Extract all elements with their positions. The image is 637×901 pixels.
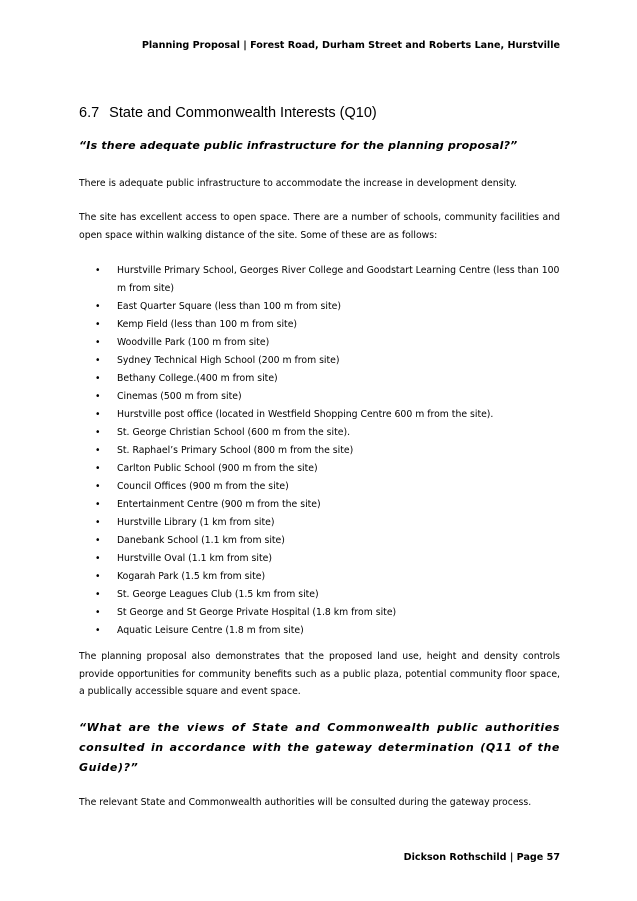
list-item: • Council Offices (900 m from the site): [79, 478, 560, 496]
list-item: • St George and St George Private Hospital (1.8 km from site): [79, 604, 560, 622]
section-title: State and Commonwealth Interests (Q10): [109, 105, 377, 121]
bullet-icon: •: [95, 265, 101, 276]
bullet-icon: •: [95, 426, 101, 438]
bullet-icon: •: [95, 570, 101, 582]
nearby-sites-list: [79, 262, 560, 640]
list-item: • Hurstville Oval (1.1 km from site): [79, 550, 560, 568]
bullet-icon: •: [95, 336, 101, 348]
list-item: • Hurstville Primary School, Georges River College and Goodstart Learning Centre (less than 100 m from site): [79, 262, 560, 297]
list-item: • Woodville Park (100 m from site): [79, 334, 560, 352]
list-item: • Cinemas (500 m from site): [79, 388, 560, 406]
bullet-icon: •: [95, 300, 101, 312]
bullet-icon: •: [95, 480, 101, 492]
bullet-icon: •: [95, 606, 101, 618]
question-infrastructure: “Is there adequate public infrastructure for the planning proposal?”: [79, 139, 518, 152]
page-footer: Dickson Rothschild | Page 57: [403, 852, 560, 863]
paragraph-infrastructure: There is adequate public infrastructure to accommodate the increase in development density.: [79, 178, 517, 189]
list-item: • Aquatic Leisure Centre (1.8 m from site): [79, 622, 560, 640]
list-item: • St. Raphael’s Primary School (800 m from the site): [79, 442, 560, 460]
bullet-icon: •: [95, 552, 101, 564]
bullet-icon: •: [95, 408, 101, 420]
list-item: • Hurstville Library (1 km from site): [79, 514, 560, 532]
bullet-icon: •: [95, 444, 101, 456]
bullet-icon: •: [95, 462, 101, 474]
list-item: • St. George Christian School (600 m from the site).: [79, 424, 560, 442]
section-number: 6.7: [79, 105, 100, 121]
list-item: • East Quarter Square (less than 100 m from site): [79, 298, 560, 316]
bullet-icon: •: [95, 516, 101, 528]
bullet-icon: •: [95, 372, 101, 384]
list-item: • St. George Leagues Club (1.5 km from site): [79, 586, 560, 604]
list-item: • Danebank School (1.1 km from site): [79, 532, 560, 550]
paragraph-open-space: The site has excellent access to open space. There are a number of schools, community facilities and open space within walking distance of the site. Some of these are as follows:: [79, 212, 560, 241]
paragraph-consultation: The relevant State and Commonwealth authorities will be consulted during the gateway process.: [79, 797, 532, 808]
section-heading: [79, 105, 377, 121]
list-item: • Bethany College.(400 m from site): [79, 370, 560, 388]
bullet-icon: •: [95, 624, 101, 636]
list-item: • Kemp Field (less than 100 m from site): [79, 316, 560, 334]
bullet-icon: •: [95, 318, 101, 330]
bullet-icon: •: [95, 534, 101, 546]
bullet-icon: •: [95, 390, 101, 402]
list-item: • Entertainment Centre (900 m from the site): [79, 496, 560, 514]
question-authorities: “What are the views of State and Commonwealth public authorities consulted in accordance with the gateway determination (Q11 of the Guide)?”: [79, 721, 560, 774]
bullet-icon: •: [95, 354, 101, 366]
bullet-icon: •: [95, 588, 101, 600]
paragraph-community-benefits: The planning proposal also demonstrates that the proposed land use, height and density controls provide opportunities for community benefits such as a public plaza, potential community floor space, a publically accessible square and event space.: [79, 651, 560, 697]
list-item: • Sydney Technical High School (200 m from site): [79, 352, 560, 370]
page-header: Planning Proposal | Forest Road, Durham Street and Roberts Lane, Hurstville: [141, 40, 560, 51]
list-item: • Carlton Public School (900 m from the site): [79, 460, 560, 478]
list-item: • Kogarah Park (1.5 km from site): [79, 568, 560, 586]
list-item: • Hurstville post office (located in Westfield Shopping Centre 600 m from the site).: [79, 406, 560, 424]
bullet-icon: •: [95, 498, 101, 510]
